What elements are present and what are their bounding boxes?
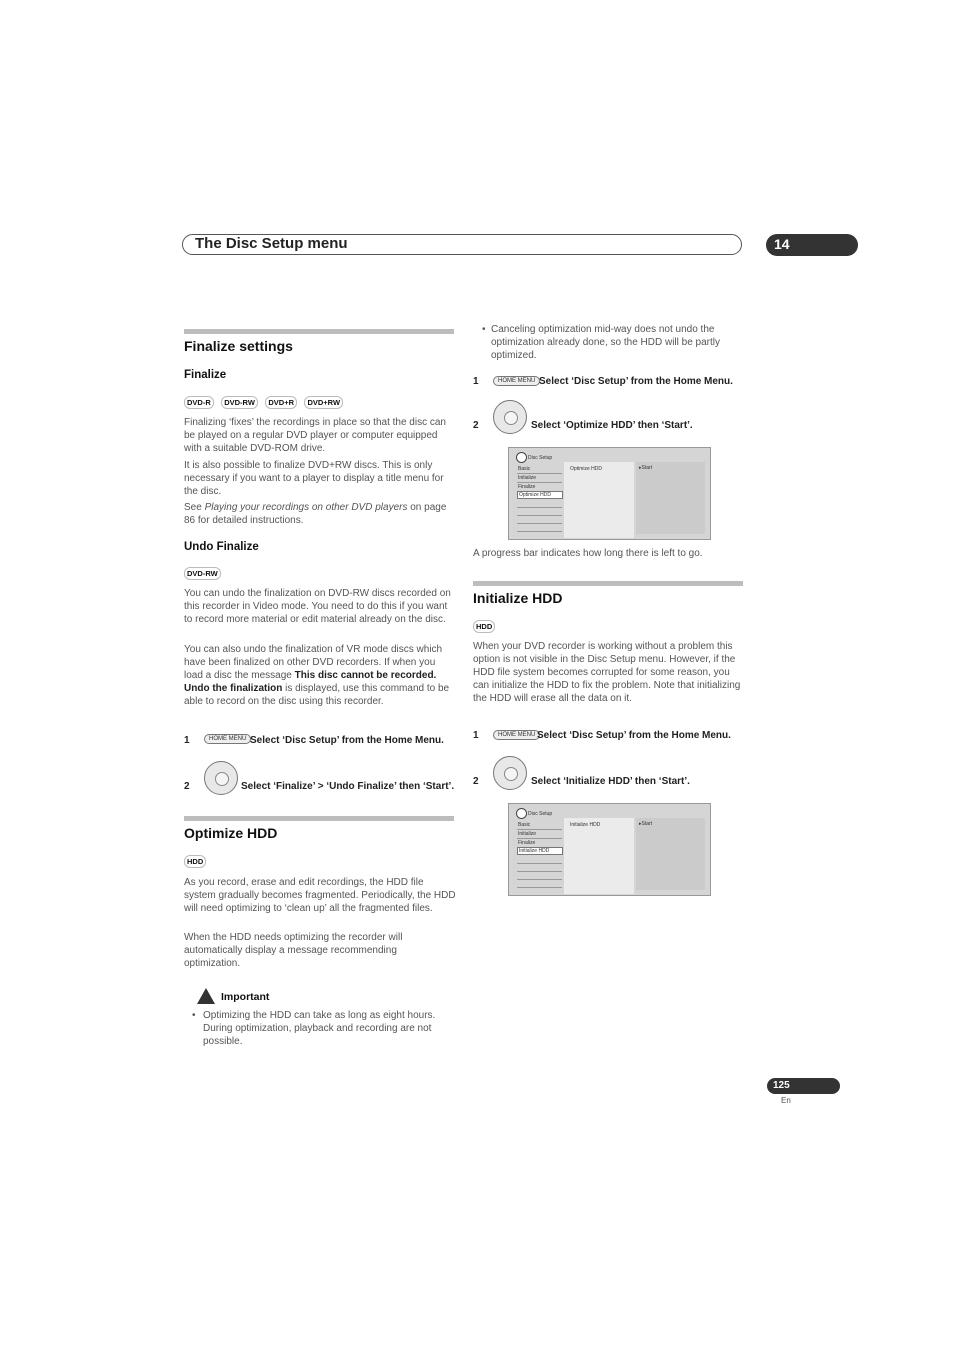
screen-menu-item: Initialize — [518, 831, 537, 837]
joystick-icon — [493, 756, 527, 790]
disc-type-badges — [473, 616, 495, 634]
undo-finalize-subheading: Undo Finalize — [184, 541, 259, 553]
screen-right-panel — [636, 818, 705, 890]
important-icon — [197, 988, 215, 1004]
cross-reference: Playing your recordings on other DVD players — [204, 502, 408, 513]
chapter-number: 14 — [774, 236, 790, 252]
home-menu-button-icon: HOME MENU — [493, 376, 540, 386]
menu-divider — [517, 515, 562, 516]
menu-divider — [517, 879, 562, 880]
screen-center-label: Optimize HDD — [570, 466, 602, 472]
section-rule — [473, 581, 743, 586]
message-text: This disc cannot be recorded. Undo the finalization — [184, 670, 437, 694]
page-number: 125 — [773, 1080, 790, 1091]
finalize-subheading: Finalize — [184, 369, 227, 381]
screen-menu-item: Basic — [518, 822, 531, 828]
menu-divider — [517, 531, 562, 532]
optimize-paragraph-1: As you record, erase and edit recordings, the HDD file system gradually becomes fragmented. Periodically, the HDD will need optimizing to ‘clean up’ all the fragmented files. — [184, 877, 456, 914]
menu-divider — [517, 887, 562, 888]
page-language: En — [781, 1096, 791, 1105]
screen-center-panel — [564, 462, 634, 538]
disc-setup-icon — [516, 808, 527, 819]
finalize-paragraph-1: Finalizing ‘fixes’ the recordings in place so that the disc can be played on a regular DVD player or computer equipped with a suitable DVD-ROM drive. — [184, 417, 446, 454]
step-2-text: Select ‘Finalize’ > ‘Undo Finalize’ then ‘Start’. — [241, 781, 455, 792]
disc-badge: HDD — [473, 620, 495, 633]
step-1-text: Select ‘Disc Setup’ from the Home Menu. — [250, 735, 444, 746]
screen-right-label: ▸Start — [639, 465, 653, 471]
text-run: is displayed, use this command to be able to record on the disc using this recorder. — [184, 683, 450, 707]
step-number: 1 — [473, 730, 479, 741]
optimize-hdd-heading: Optimize HDD — [184, 825, 278, 841]
bullet-icon: • — [192, 1010, 196, 1021]
important-label: Important — [221, 991, 270, 1003]
bullet-icon: • — [482, 324, 486, 335]
optimize-paragraph-2: When the HDD needs optimizing the recorder will automatically display a message recommending optimization. — [184, 932, 403, 969]
screen-center-panel — [564, 818, 634, 894]
menu-divider — [517, 473, 562, 474]
screen-title: Disc Setup — [528, 811, 553, 817]
disc-setup-screen — [508, 803, 711, 896]
step-number: 1 — [473, 376, 479, 387]
disc-badge: HDD — [184, 855, 206, 868]
disc-badge: DVD-R — [184, 396, 214, 409]
disc-badge: DVD+RW — [304, 396, 343, 409]
menu-divider — [517, 871, 562, 872]
screen-menu-selected: Initialize HDD — [517, 847, 563, 855]
disc-type-badges — [184, 392, 346, 410]
undo-paragraph-1: You can undo the finalization on DVD-RW discs recorded on this recorder in Video mode. You need to do this if you want to record more material or edit material already on the disc. — [184, 588, 451, 625]
section-rule — [184, 816, 454, 821]
optimize-bullet-2: Canceling optimization mid-way does not undo the optimization already done, so the HDD will be partly optimized. — [491, 324, 720, 361]
initialize-paragraph: When your DVD recorder is working without a problem this option is not visible in the Disc Setup menu. However, if the HDD file system becomes corrupted for some reason, you can initialize the HDD to fix the problem. Note that initializing the HDD will erase all the data on it. — [473, 641, 741, 704]
step-1-text: Select ‘Disc Setup’ from the Home Menu. — [539, 376, 733, 387]
joystick-icon — [204, 761, 238, 795]
screen-right-label: ▸Start — [639, 821, 653, 827]
screen-menu-item: Finalize — [518, 484, 536, 490]
disc-setup-icon — [516, 452, 527, 463]
text-run: You can also undo the finalization of VR mode discs which have been finalized on other DVD recorders. If when you load a disc the message — [184, 644, 443, 681]
disc-badge: DVD-RW — [221, 396, 258, 409]
screen-right-panel — [636, 462, 705, 534]
menu-divider — [517, 838, 562, 839]
progress-note: A progress bar indicates how long there is left to go. — [473, 548, 703, 559]
step-number: 1 — [184, 735, 190, 746]
step-2-text: Select ‘Optimize HDD’ then ‘Start’. — [531, 420, 693, 431]
disc-setup-screen — [508, 447, 711, 540]
menu-divider — [517, 507, 562, 508]
disc-type-badges — [184, 851, 206, 869]
joystick-icon — [493, 400, 527, 434]
finalize-paragraph-2: It is also possible to finalize DVD+RW discs. This is only necessary if you want to a player to display a title menu for the disc. — [184, 460, 444, 497]
menu-divider — [517, 482, 562, 483]
step-1-text: Select ‘Disc Setup’ from the Home Menu. — [537, 730, 731, 741]
screen-center-label: Initialize HDD — [570, 822, 601, 828]
step-number: 2 — [184, 781, 190, 792]
screen-menu-item: Finalize — [518, 840, 536, 846]
disc-badge: DVD-RW — [184, 567, 221, 580]
step-number: 2 — [473, 776, 479, 787]
menu-divider — [517, 829, 562, 830]
screen-title: Disc Setup — [528, 455, 553, 461]
finalize-paragraph-3 — [184, 501, 454, 527]
home-menu-button-icon: HOME MENU — [204, 734, 251, 744]
step-2-text: Select ‘Initialize HDD’ then ‘Start’. — [531, 776, 690, 787]
screen-menu-item: Initialize — [518, 475, 537, 481]
section-rule — [184, 329, 454, 334]
important-bullet: Optimizing the HDD can take as long as eight hours. During optimization, playback and recording are not possible. — [203, 1010, 436, 1047]
initialize-hdd-heading: Initialize HDD — [473, 590, 563, 606]
start-option: Start — [641, 821, 653, 827]
screen-menu-selected: Optimize HDD — [517, 491, 563, 499]
home-menu-button-icon: HOME MENU — [493, 730, 540, 740]
menu-divider — [517, 523, 562, 524]
screen-menu-item: Basic — [518, 466, 531, 472]
undo-paragraph-2 — [184, 643, 454, 708]
finalize-settings-heading: Finalize settings — [184, 338, 293, 354]
menu-divider — [517, 863, 562, 864]
step-number: 2 — [473, 420, 479, 431]
disc-type-badges — [184, 563, 221, 581]
start-option: Start — [641, 465, 653, 471]
text-run: on page 86 for detailed instructions. — [184, 502, 447, 526]
disc-badge: DVD+R — [265, 396, 297, 409]
page-header-title: The Disc Setup menu — [195, 235, 348, 252]
text-run: See — [184, 502, 205, 513]
